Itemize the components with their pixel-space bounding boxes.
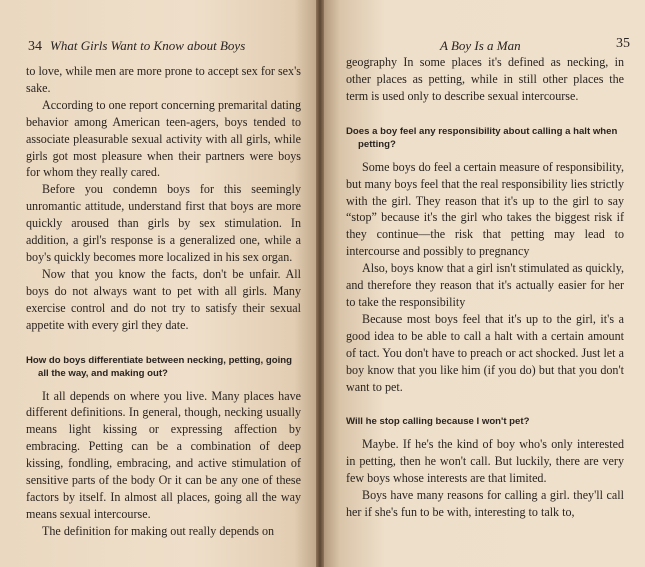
right-answer-1-paragraph-1: Some boys do feel a certain measure of responsibility, but many boys feel that the real responsibility lies strictly with the girl. They reason that it's up to the girl to say “stop” because it's the girl who takes the biggest risk if they continue—the risk that petting may lead to intercourse and possibly to pregnancy bbox=[346, 159, 624, 259]
left-paragraph-4: Now that you know the facts, don't be unfair. All boys do not always want to pet with all girls. Many exercise control and do not try to satisfy their sexual appetite with every girl they date. bbox=[26, 266, 301, 332]
right-answer-2-paragraph-2: Boys have many reasons for calling a girl. they'll call her if she's fun to be with, interesting to talk to, bbox=[346, 488, 624, 520]
right-answer-1-paragraph-3: Because most boys feel that it's up to the girl, it's a good idea to be able to call a halt with a certain amount of tact. You don't have to preach or act shocked. Just let a boy know that you like him (if you do) but that you don't want to pet. bbox=[346, 311, 624, 394]
left-running-head-title: What Girls Want to Know about Boys bbox=[50, 38, 246, 53]
left-page-body bbox=[26, 63, 301, 540]
right-page-number: 35 bbox=[616, 36, 630, 51]
left-running-head bbox=[28, 38, 245, 55]
left-page-number: 34 bbox=[28, 39, 42, 54]
right-running-head bbox=[440, 36, 630, 54]
left-paragraph-2: According to one report concerning premarital dating behavior among American teen-agers, boys tended to associate pleasurable sexual activity with all girls, while girls got most pleasure when their partners were boys for whom they really cared. bbox=[26, 97, 301, 180]
right-page bbox=[320, 0, 645, 567]
left-answer-paragraph-2: The definition for making out really depends on bbox=[42, 523, 275, 538]
left-answer-paragraph-1: It all depends on where you live. Many places have different definitions. In general, though, necking usually means light kissing or expressing affection by embracing. Petting can be a combination of deep kissing, fondling, embracing, and active stimulation of sensitive parts of the body Or it can be any one of these factors by itself. In almost all places, going all the way means sexual intercourse. bbox=[26, 388, 301, 521]
left-question-heading: How do boys differentiate between necking, petting, going all the way, and making out? bbox=[26, 354, 292, 379]
left-page bbox=[0, 0, 320, 567]
right-answer-2-paragraph-1: Maybe. If he's the kind of boy who's only interested in petting, then he won't call. But luckily, there are very few boys whose interests are that limited. bbox=[346, 437, 624, 486]
book-gutter bbox=[316, 0, 324, 567]
right-running-head-title: A Boy Is a Man bbox=[440, 38, 521, 53]
right-page-body bbox=[346, 54, 624, 521]
right-question-1-heading: Does a boy feel any responsibility about calling a halt when petting? bbox=[346, 125, 618, 150]
right-opening-paragraph: geography In some places it's defined as necking, in other places as petting, while in still other places the term is used only to describe sexual intercourse. bbox=[346, 55, 624, 103]
left-paragraph-3: Before you condemn boys for this seemingly unromantic attitude, understand first that boys are more quickly aroused than girls by sex stimulation. In addition, a girl's response is a generalized one, while a boy's quickly becomes more localized in his sex organ. bbox=[26, 182, 301, 264]
right-answer-1-paragraph-2: Also, boys know that a girl isn't stimulated as quickly, and therefore they reason that it's actually easier for her to take the responsibility bbox=[346, 261, 624, 309]
right-question-2-heading: Will he stop calling because I won't pet? bbox=[346, 416, 530, 428]
left-paragraph-1: to love, while men are more prone to accept sex for sex's sake. bbox=[26, 64, 301, 95]
